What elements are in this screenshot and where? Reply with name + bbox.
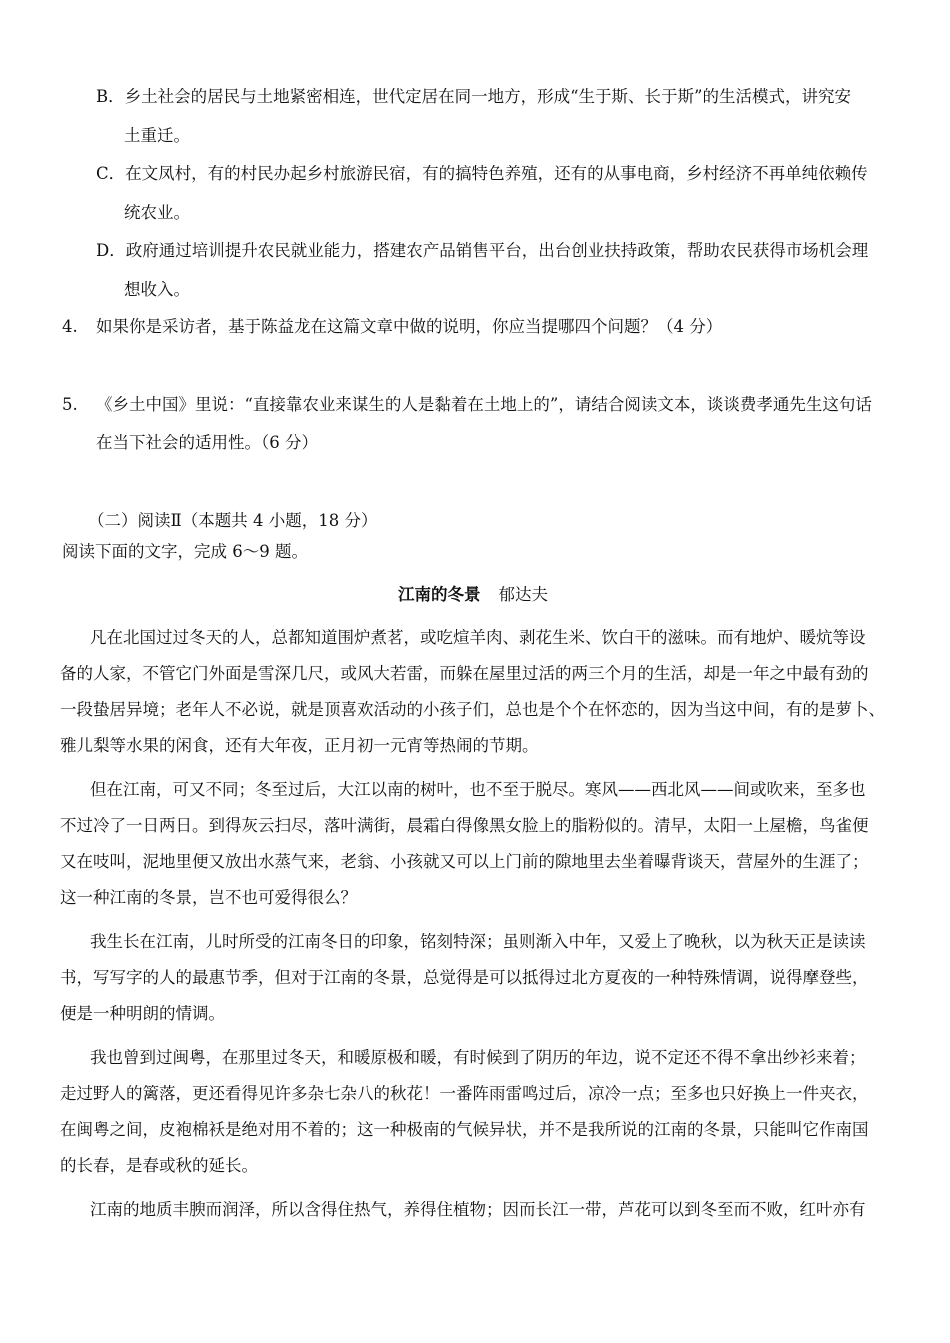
article-line: 我也曾到过闽粤，在那里过冬天，和暖原极和暖，有时候到了阴历的年边，说不定还不得不拿出纱衫来着；	[90, 1048, 866, 1067]
article-title: 江南的冬景	[398, 585, 481, 604]
article-line: 一段蛰居异境；老年人不必说，就是顶喜欢活动的小孩子们，总也是个个在怀恋的，因为当这中间，有的是萝卜、	[60, 700, 885, 719]
option-b-line2: 土重迁。	[124, 126, 190, 145]
article-line: 这一种江南的冬景，岂不也可爱得很么？	[60, 888, 357, 907]
article-line: 不过冷了一日两日。到得灰云扫尽，落叶满街，晨霜白得像黑女脸上的脂粉似的。清早，太阳一上屋檐，鸟雀便	[60, 816, 869, 835]
question-5-number: 5.	[62, 395, 78, 414]
option-c-line1: C．在文凤村，有的村民办起乡村旅游民宿，有的搞特色养殖，还有的从事电商，乡村经济不再单纯依赖传	[96, 164, 868, 183]
article-line: 江南的地质丰腴而润泽，所以含得住热气，养得住植物；因而长江一带，芦花可以到冬至而不败，红叶亦有	[90, 1200, 866, 1219]
article-line: 雅儿梨等水果的闲食，还有大年夜，正月初一元宵等热闹的节期。	[60, 736, 539, 755]
article-line: 的长春，是春或秋的延长。	[60, 1156, 258, 1175]
section-instruction: 阅读下面的文字，完成 6～9 题。	[62, 542, 308, 561]
article-line: 凡在北国过过冬天的人，总都知道围炉煮茗，或吃煊羊肉、剥花生米、饮白干的滋味。而有地炉、暖炕等设	[90, 628, 866, 647]
option-d-line1: D．政府通过培训提升农民就业能力，搭建农产品销售平台，出台创业扶持政策，帮助农民获得市场机会理	[96, 241, 869, 260]
article-line: 便是一种明朗的情调。	[60, 1004, 225, 1023]
article-line: 书，写写字的人的最惠节季，但对于江南的冬景，总觉得是可以抵得过北方夏夜的一种特殊情调，说得摩登些，	[60, 968, 869, 987]
article-line: 备的人家，不管它门外面是雪深几尺，或风大若雷，而躲在屋里过活的两三个月的生活，却是一年之中最有劲的	[60, 664, 869, 683]
article-author: 郁达夫	[498, 585, 548, 604]
article-line: 又在吱叫，泥地里便又放出水蒸气来，老翁、小孩就又可以上门前的隙地里去坐着曝背谈天，营屋外的生涯了；	[60, 852, 869, 871]
question-4-text: 如果你是采访者，基于陈益龙在这篇文章中做的说明，你应当提哪四个问题？（4 分）	[96, 317, 723, 336]
question-4-number: 4.	[62, 317, 78, 336]
article-line: 但在江南，可又不同；冬至过后，大江以南的树叶，也不至于脱尽。寒风——西北风——间或吹来，至多也	[90, 780, 866, 799]
article-line: 走过野人的篱落，更还看得见许多杂七杂八的秋花！一番阵雨雷鸣过后，凉冷一点；至多也只好换上一件夹衣，	[60, 1084, 869, 1103]
article-line: 我生长在江南，儿时所受的江南冬日的印象，铭刻特深；虽则渐入中年，又爱上了晚秋，以为秋天正是读读	[90, 932, 866, 951]
option-b-line1: B．乡土社会的居民与土地紧密相连，世代定居在同一地方，形成“生于斯、长于斯”的生活模式，讲究安	[96, 87, 851, 106]
article-title-block	[398, 585, 548, 605]
question-5-line1: 《乡土中国》里说：“直接靠农业来谋生的人是黏着在土地上的”，请结合阅读文本，谈谈费孝通先生这句话	[96, 395, 872, 414]
section-heading: （二）阅读Ⅱ（本题共 4 小题，18 分）	[88, 511, 378, 530]
article-line: 在闽粤之间，皮袍棉袄是绝对用不着的；这一种极南的气候异状，并不是我所说的江南的冬景，只能叫它作南国	[60, 1120, 869, 1139]
option-c-line2: 统农业。	[124, 203, 190, 222]
option-d-line2: 想收入。	[124, 280, 190, 299]
question-5-line2: 在当下社会的适用性。（6 分）	[96, 433, 318, 452]
